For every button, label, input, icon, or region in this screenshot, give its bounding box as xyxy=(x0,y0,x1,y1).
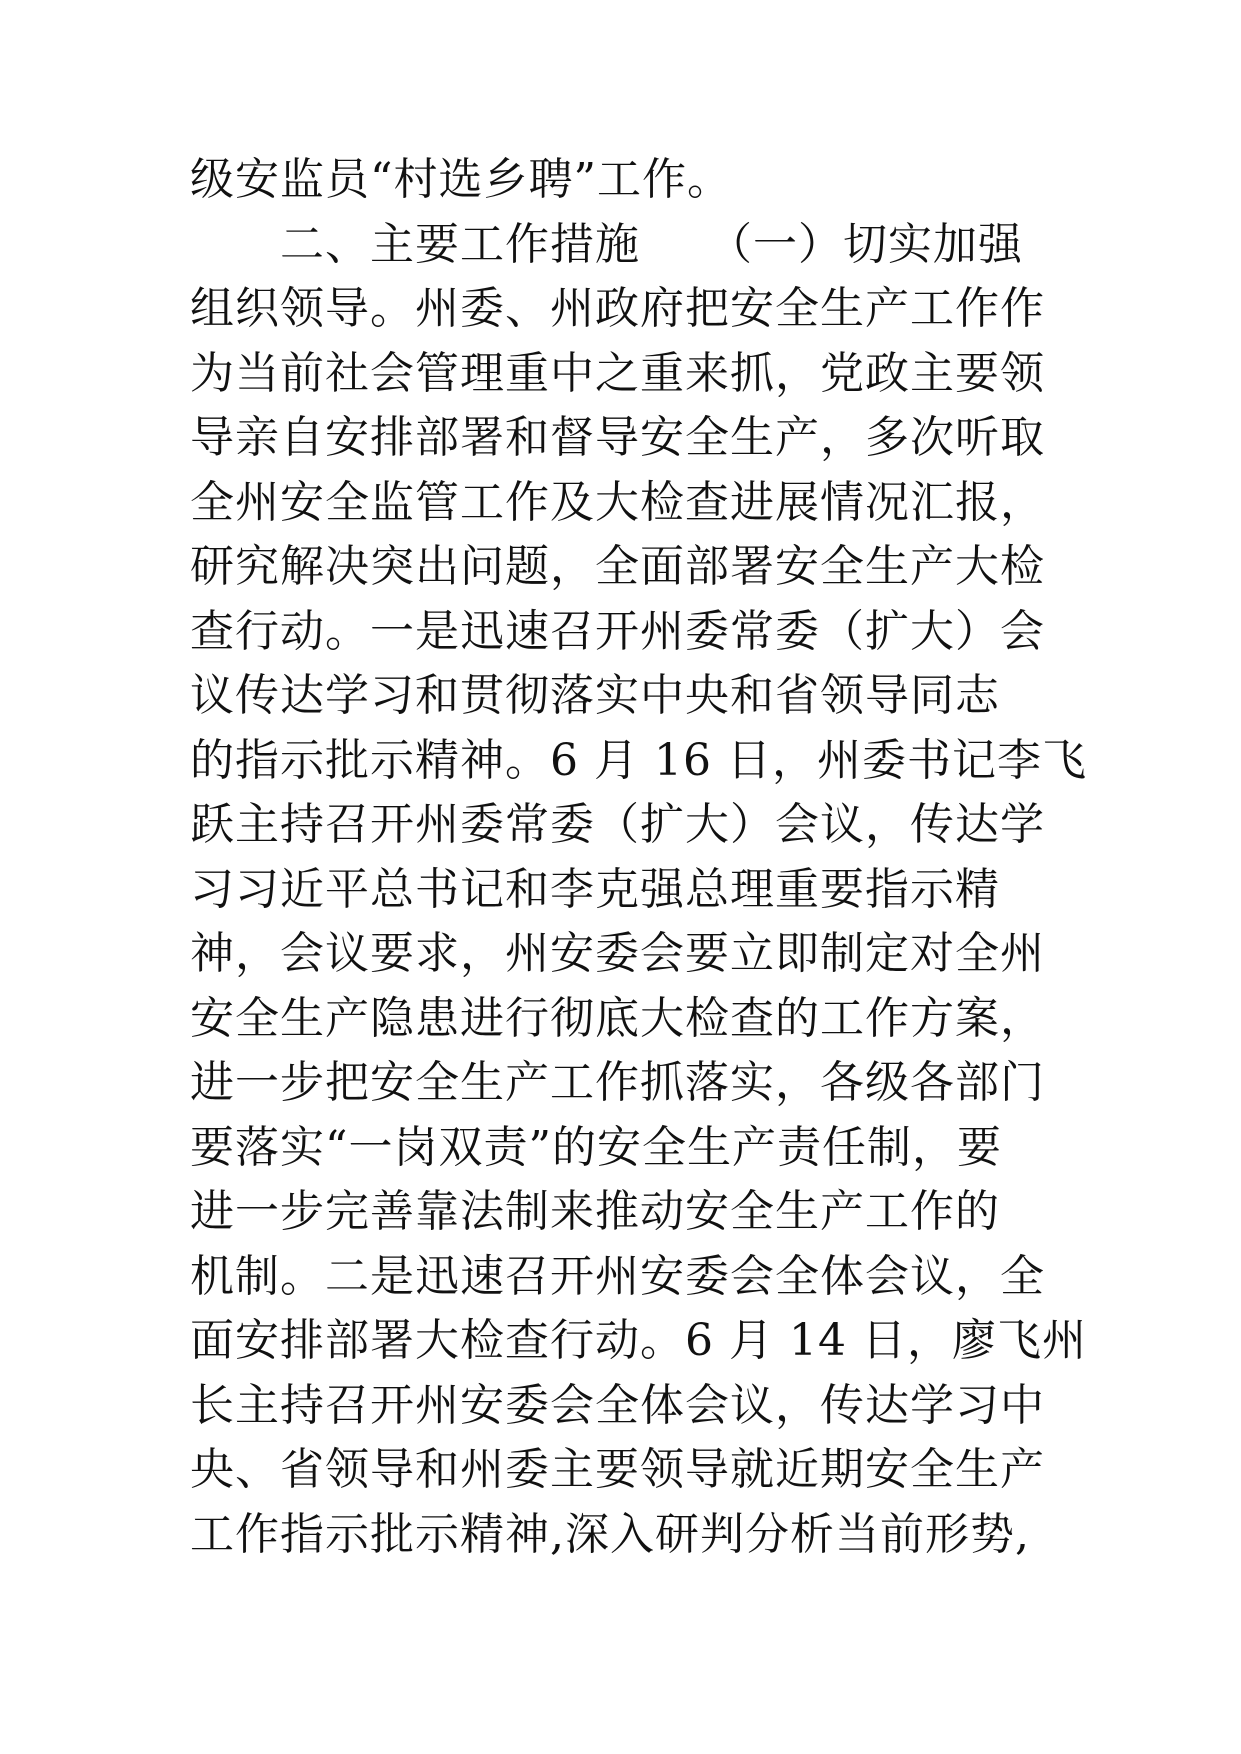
text-line-11: 跃主持召开州委常委（扩大）会议，传达学 xyxy=(190,799,1045,850)
text-line-12: 习习近平总书记和李克强总理重要指示精 xyxy=(190,863,1000,915)
text-line-13: 神，会议要求，州安委会要立即制定对全州 xyxy=(190,928,1045,979)
text-line-17: 进一步完善靠法制来推动安全生产工作的 xyxy=(190,1186,1000,1237)
text-line-8: 查行动。一是迅速召开州委常委（扩大）会 xyxy=(190,605,1045,657)
body-text xyxy=(190,148,1090,1567)
text-line-9: 议传达学习和贯彻落实中央和省领导同志 xyxy=(190,670,1000,721)
text-line-18: 机制。二是迅速召开州安委会全体会议，全 xyxy=(190,1250,1045,1302)
text-line-20: 长主持召开州安委会全体会议，传达学习中 xyxy=(190,1379,1045,1431)
text-line-15: 进一步把安全生产工作抓落实，各级各部门 xyxy=(190,1057,1045,1108)
text-line-21: 央、省领导和州委主要领导就近期安全生产 xyxy=(190,1444,1045,1495)
text-line-10: 的指示批示精神。6 月 16 日，州委书记李飞 xyxy=(190,734,1087,786)
text-line-14: 安全生产隐患进行彻底大检查的工作方案， xyxy=(190,992,1045,1044)
text-line-7: 研究解决突出问题，全面部署安全生产大检 xyxy=(190,541,1045,592)
text-line-1: 级安监员“村选乡聘”工作。 xyxy=(190,154,732,205)
text-line-22: 工作指示批示精神,深入研判分析当前形势, xyxy=(190,1508,1030,1560)
text-line-5: 导亲自安排部署和督导安全生产，多次听取 xyxy=(190,412,1045,463)
text-line-16: 要落实“一岗双责”的安全生产责任制，要 xyxy=(190,1121,1002,1173)
text-line-19: 面安排部署大检查行动。6 月 14 日，廖飞州 xyxy=(190,1315,1087,1366)
text-line-3: 组织领导。州委、州政府把安全生产工作作 xyxy=(190,283,1045,334)
text-line-6: 全州安全监管工作及大检查进展情况汇报， xyxy=(190,476,1045,528)
text-line-2: 二、主要工作措施 （一）切实加强 xyxy=(190,218,1023,270)
text-line-4: 为当前社会管理重中之重来抓，党政主要领 xyxy=(190,347,1045,399)
